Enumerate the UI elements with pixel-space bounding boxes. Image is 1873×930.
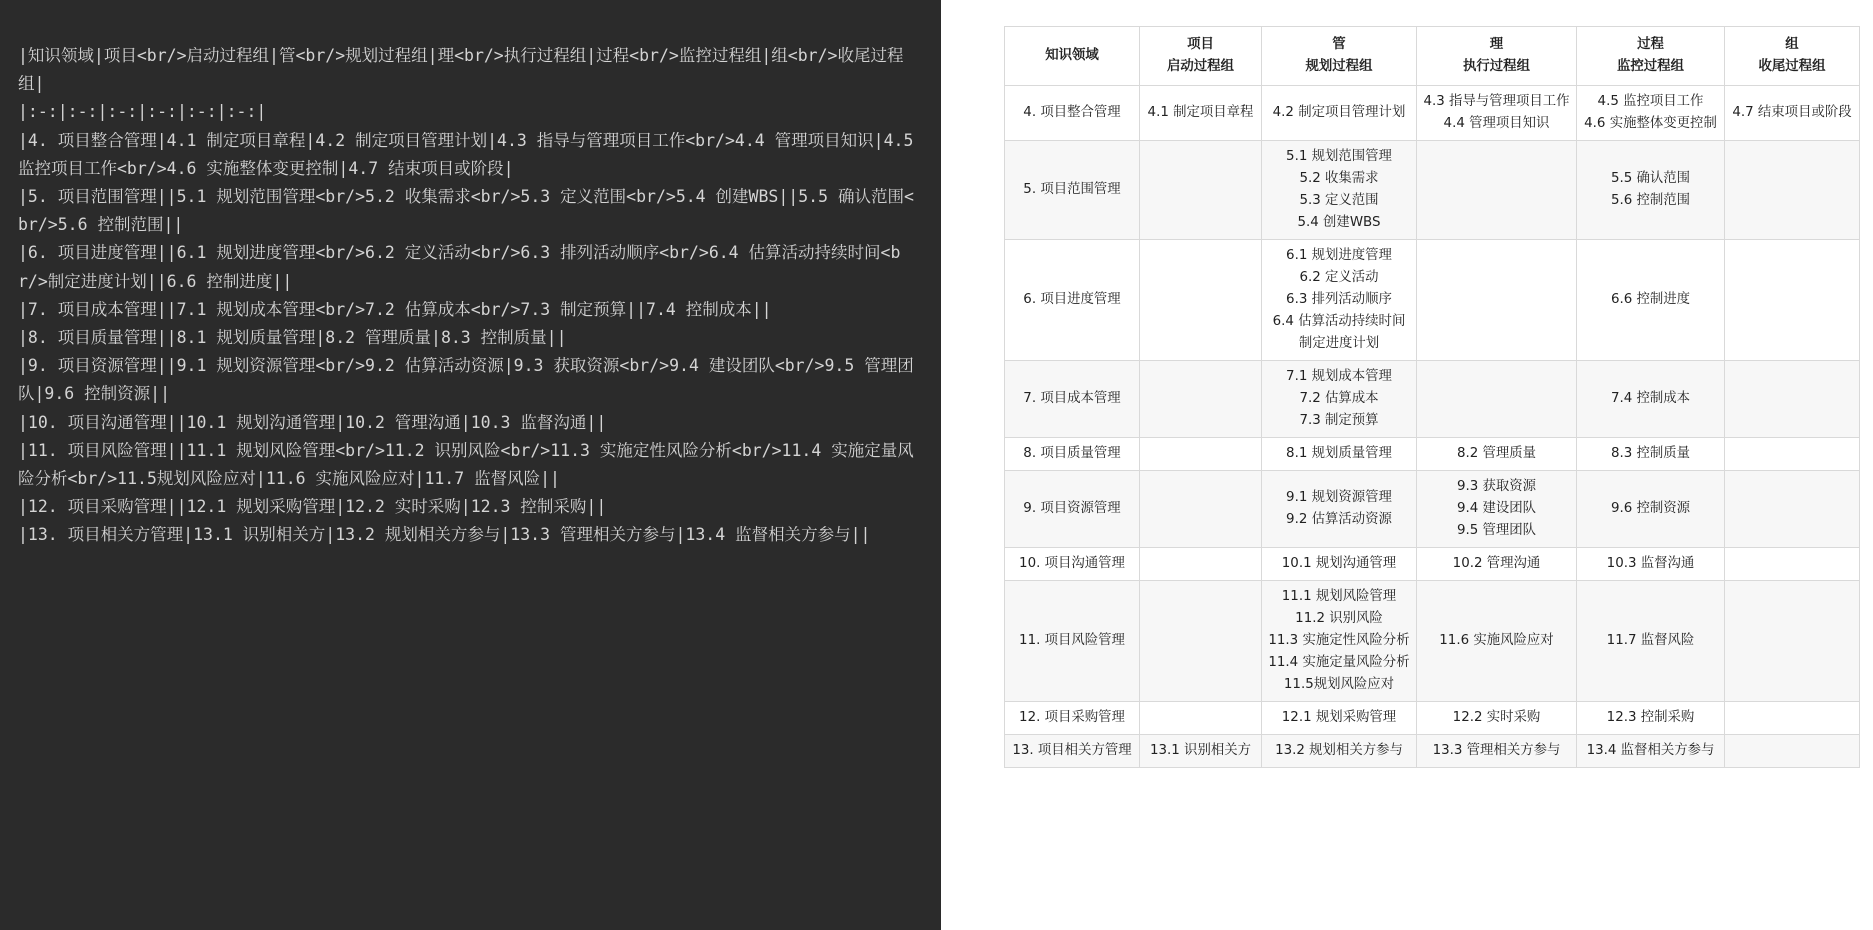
knowledge-area-cell bbox=[1005, 735, 1140, 768]
source-line: |7. 项目成本管理||7.1 规划成本管理<br/>7.2 估算成本<br/>7.3 制定预算||7.4 控制成本|| bbox=[18, 299, 772, 319]
cell-text: 5.3 定义范围 bbox=[1299, 193, 1379, 208]
cell-text: 5.2 收集需求 bbox=[1299, 171, 1379, 186]
knowledge-area-cell bbox=[1005, 581, 1140, 702]
knowledge-area-cell bbox=[1005, 702, 1140, 735]
process-cell bbox=[1140, 361, 1262, 438]
cell-text: 9.1 规划资源管理 bbox=[1286, 490, 1392, 505]
column-header bbox=[1577, 27, 1725, 86]
cell-text: 组 bbox=[1785, 37, 1799, 52]
cell-text: 4.6 实施整体变更控制 bbox=[1584, 116, 1717, 131]
process-cell bbox=[1262, 702, 1417, 735]
cell-text: 11. 项目风险管理 bbox=[1019, 633, 1125, 648]
source-line: |9. 项目资源管理||9.1 规划资源管理<br/>9.2 估算活动资源|9.3 获取资源<br/>9.4 建设团队<br/>9.5 管理团队|9.6 控制资源|| bbox=[18, 356, 914, 404]
process-cell bbox=[1725, 735, 1860, 768]
cell-text: 管 bbox=[1332, 37, 1346, 52]
cell-text: 执行过程组 bbox=[1463, 59, 1530, 74]
process-cell bbox=[1725, 581, 1860, 702]
cell-text: 收尾过程组 bbox=[1758, 59, 1826, 74]
cell-text: 8.2 管理质量 bbox=[1456, 446, 1537, 461]
cell-text: 理 bbox=[1489, 37, 1504, 52]
cell-text: 9.5 管理团队 bbox=[1456, 523, 1537, 538]
column-header bbox=[1725, 27, 1860, 86]
cell-text: 4.2 制定项目管理计划 bbox=[1272, 105, 1406, 120]
table-row bbox=[1005, 581, 1860, 702]
cell-text: 10.2 管理沟通 bbox=[1452, 556, 1541, 571]
cell-text: 9.2 估算活动资源 bbox=[1286, 512, 1392, 527]
process-cell bbox=[1725, 471, 1860, 548]
cell-text: 11.1 规划风险管理 bbox=[1281, 589, 1397, 604]
process-cell bbox=[1417, 240, 1577, 361]
cell-text: 8. 项目质量管理 bbox=[1023, 446, 1121, 461]
cell-text: 6. 项目进度管理 bbox=[1023, 292, 1121, 307]
cell-text: 10.3 监督沟通 bbox=[1606, 556, 1695, 571]
process-cell bbox=[1577, 471, 1725, 548]
cell-text: 7.4 控制成本 bbox=[1610, 391, 1691, 406]
process-cell bbox=[1725, 240, 1860, 361]
process-cell bbox=[1262, 548, 1417, 581]
column-header bbox=[1262, 27, 1417, 86]
cell-text: 4.4 管理项目知识 bbox=[1443, 116, 1550, 131]
table-header bbox=[1005, 27, 1860, 86]
process-cell bbox=[1140, 141, 1262, 240]
cell-text: 5.1 规划范围管理 bbox=[1286, 149, 1392, 164]
process-cell bbox=[1140, 438, 1262, 471]
cell-text: 4. 项目整合管理 bbox=[1023, 105, 1121, 120]
process-cell bbox=[1577, 141, 1725, 240]
process-cell bbox=[1262, 438, 1417, 471]
cell-text: 6.2 定义活动 bbox=[1299, 270, 1379, 285]
process-cell bbox=[1725, 438, 1860, 471]
process-cell bbox=[1417, 141, 1577, 240]
process-cell bbox=[1262, 581, 1417, 702]
process-cell bbox=[1577, 735, 1725, 768]
source-line: |:-:|:-:|:-:|:-:|:-:|:-:| bbox=[18, 102, 267, 122]
table-row bbox=[1005, 141, 1860, 240]
cell-text: 4.1 制定项目章程 bbox=[1147, 105, 1254, 120]
process-cell bbox=[1577, 548, 1725, 581]
process-cell bbox=[1140, 471, 1262, 548]
process-cell bbox=[1417, 471, 1577, 548]
column-header bbox=[1417, 27, 1577, 86]
process-cell bbox=[1140, 86, 1262, 141]
cell-text: 5.6 控制范围 bbox=[1610, 193, 1691, 208]
table-row bbox=[1005, 548, 1860, 581]
cell-text: 7.2 估算成本 bbox=[1299, 391, 1379, 406]
cell-text: 10. 项目沟通管理 bbox=[1019, 556, 1125, 571]
cell-text: 6.6 控制进度 bbox=[1610, 292, 1691, 307]
process-cell bbox=[1140, 702, 1262, 735]
cell-text: 6.3 排列活动顺序 bbox=[1286, 292, 1392, 307]
process-cell bbox=[1725, 702, 1860, 735]
cell-text: 13.2 规划相关方参与 bbox=[1275, 743, 1403, 758]
process-cell bbox=[1262, 361, 1417, 438]
source-line: |知识领域|项目<br/>启动过程组|管<br/>规划过程组|理<br/>执行过程组|过程<br/>监控过程组|组<br/>收尾过程组| bbox=[18, 46, 904, 94]
table-row bbox=[1005, 240, 1860, 361]
process-cell bbox=[1140, 240, 1262, 361]
process-cell bbox=[1262, 735, 1417, 768]
cell-text: 12.2 实时采购 bbox=[1452, 710, 1541, 725]
process-cell bbox=[1417, 361, 1577, 438]
knowledge-area-cell bbox=[1005, 361, 1140, 438]
column-header bbox=[1140, 27, 1262, 86]
process-cell bbox=[1262, 240, 1417, 361]
process-cell bbox=[1140, 735, 1262, 768]
cell-text: 4.5 监控项目工作 bbox=[1597, 94, 1704, 109]
process-cell bbox=[1725, 361, 1860, 438]
knowledge-area-cell bbox=[1005, 471, 1140, 548]
cell-text: 6.1 规划进度管理 bbox=[1286, 248, 1392, 263]
table-body bbox=[1005, 86, 1860, 768]
knowledge-area-table bbox=[1004, 26, 1860, 768]
cell-text: 6.4 估算活动持续时间 bbox=[1272, 314, 1406, 329]
knowledge-area-cell bbox=[1005, 240, 1140, 361]
cell-text: 9.6 控制资源 bbox=[1610, 501, 1691, 516]
cell-text: 5.5 确认范围 bbox=[1610, 171, 1691, 186]
table-row bbox=[1005, 86, 1860, 141]
source-line: |12. 项目采购管理||12.1 规划采购管理|12.2 实时采购|12.3 控制采购|| bbox=[18, 497, 607, 517]
source-line: |8. 项目质量管理||8.1 规划质量管理|8.2 管理质量|8.3 控制质量|| bbox=[18, 328, 567, 348]
process-cell bbox=[1140, 581, 1262, 702]
source-line: |10. 项目沟通管理||10.1 规划沟通管理|10.2 管理沟通|10.3 监督沟通|| bbox=[18, 412, 607, 432]
knowledge-area-cell bbox=[1005, 141, 1140, 240]
cell-text: 制定进度计划 bbox=[1298, 336, 1380, 351]
markdown-preview bbox=[941, 0, 1873, 930]
cell-text: 5. 项目范围管理 bbox=[1023, 182, 1121, 197]
cell-text: 9. 项目资源管理 bbox=[1023, 501, 1121, 516]
cell-text: 7.1 规划成本管理 bbox=[1286, 369, 1392, 384]
process-cell bbox=[1577, 702, 1725, 735]
table-row bbox=[1005, 438, 1860, 471]
process-cell bbox=[1417, 702, 1577, 735]
cell-text: 10.1 规划沟通管理 bbox=[1281, 556, 1397, 571]
cell-text: 11.5规划风险应对 bbox=[1283, 677, 1395, 692]
process-cell bbox=[1417, 438, 1577, 471]
cell-text: 7. 项目成本管理 bbox=[1023, 391, 1121, 406]
header-row bbox=[1005, 27, 1860, 86]
cell-text: 规划过程组 bbox=[1305, 59, 1373, 74]
cell-text: 4.3 指导与管理项目工作 bbox=[1423, 94, 1570, 109]
process-cell bbox=[1417, 548, 1577, 581]
process-cell bbox=[1417, 86, 1577, 141]
process-cell bbox=[1577, 86, 1725, 141]
cell-text: 4.7 结束项目或阶段 bbox=[1732, 105, 1852, 120]
cell-text: 5.4 创建WBS bbox=[1297, 215, 1381, 230]
cell-text: 启动过程组 bbox=[1167, 59, 1234, 74]
table-row bbox=[1005, 702, 1860, 735]
cell-text: 13.3 管理相关方参与 bbox=[1432, 743, 1561, 758]
table-row bbox=[1005, 471, 1860, 548]
cell-text: 9.4 建设团队 bbox=[1456, 501, 1537, 516]
cell-text: 12.3 控制采购 bbox=[1606, 710, 1695, 725]
cell-text: 13. 项目相关方管理 bbox=[1012, 743, 1132, 758]
knowledge-area-cell bbox=[1005, 86, 1140, 141]
cell-text: 13.4 监督相关方参与 bbox=[1586, 743, 1715, 758]
source-line: |13. 项目相关方管理|13.1 识别相关方|13.2 规划相关方参与|13.3 管理相关方参与|13.4 监督相关方参与|| bbox=[18, 525, 871, 545]
cell-text: 11.7 监督风险 bbox=[1606, 633, 1695, 648]
cell-text: 过程 bbox=[1637, 37, 1664, 52]
process-cell bbox=[1140, 548, 1262, 581]
cell-text: 9.3 获取资源 bbox=[1456, 479, 1537, 494]
cell-text: 12. 项目采购管理 bbox=[1019, 710, 1125, 725]
process-cell bbox=[1417, 581, 1577, 702]
cell-text: 8.3 控制质量 bbox=[1610, 446, 1691, 461]
source-lines bbox=[18, 42, 924, 550]
process-cell bbox=[1577, 361, 1725, 438]
cell-text: 13.1 识别相关方 bbox=[1149, 743, 1252, 758]
cell-text: 7.3 制定预算 bbox=[1299, 413, 1379, 428]
process-cell bbox=[1417, 735, 1577, 768]
table-row bbox=[1005, 735, 1860, 768]
cell-text: 知识领域 bbox=[1045, 48, 1099, 63]
process-cell bbox=[1577, 240, 1725, 361]
knowledge-area-cell bbox=[1005, 438, 1140, 471]
cell-text: 11.4 实施定量风险分析 bbox=[1268, 655, 1410, 670]
process-cell bbox=[1725, 86, 1860, 141]
process-cell bbox=[1725, 141, 1860, 240]
process-cell bbox=[1577, 438, 1725, 471]
process-cell bbox=[1262, 141, 1417, 240]
cell-text: 8.1 规划质量管理 bbox=[1286, 446, 1392, 461]
source-line: |11. 项目风险管理||11.1 规划风险管理<br/>11.2 识别风险<br/>11.3 实施定性风险分析<br/>11.4 实施定量风险分析<br/>11.5规划风险应对|11.6 实施风险应对|11.7 监督风险|| bbox=[18, 440, 914, 489]
cell-text: 监控过程组 bbox=[1617, 59, 1684, 74]
process-cell bbox=[1725, 548, 1860, 581]
cell-text: 11.6 实施风险应对 bbox=[1439, 633, 1554, 648]
knowledge-area-cell bbox=[1005, 548, 1140, 581]
cell-text: 11.2 识别风险 bbox=[1295, 611, 1383, 626]
source-line: |4. 项目整合管理|4.1 制定项目章程|4.2 制定项目管理计划|4.3 指导与管理项目工作<br/>4.4 管理项目知识|4.5 监控项目工作<br/>4.6 实施整体变更控制|4.7 结束项目或阶段| bbox=[18, 130, 924, 178]
table-row bbox=[1005, 361, 1860, 438]
column-header bbox=[1005, 27, 1140, 86]
process-cell bbox=[1262, 86, 1417, 141]
source-line: |6. 项目进度管理||6.1 规划进度管理<br/>6.2 定义活动<br/>6.3 排列活动顺序<br/>6.4 估算活动持续时间<br/>制定进度计划||6.6 控制进度|| bbox=[18, 243, 901, 291]
source-line: |5. 项目范围管理||5.1 规划范围管理<br/>5.2 收集需求<br/>5.3 定义范围<br/>5.4 创建WBS||5.5 确认范围<br/>5.6 控制范围|| bbox=[18, 187, 914, 235]
process-cell bbox=[1577, 581, 1725, 702]
cell-text: 12.1 规划采购管理 bbox=[1281, 710, 1397, 725]
process-cell bbox=[1262, 471, 1417, 548]
cell-text: 11.3 实施定性风险分析 bbox=[1268, 633, 1410, 648]
cell-text: 项目 bbox=[1187, 37, 1214, 52]
